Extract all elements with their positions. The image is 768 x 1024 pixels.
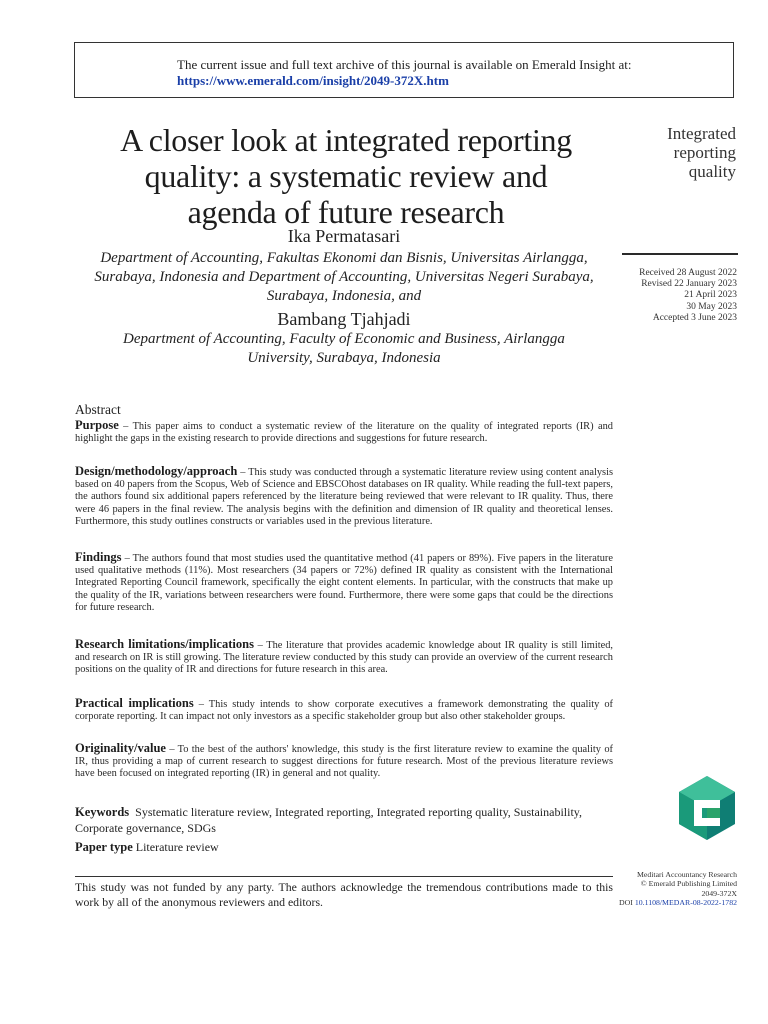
running-title xyxy=(616,124,736,181)
keywords-label: Keywords xyxy=(75,805,130,819)
section-text: – The literature that provides academic knowledge about IR quality is still limited, and research on IR is still growing. The literature review conducted by this study can provide an overview of the current research positions on the quality of IR and directions for future research in this area. xyxy=(75,640,614,676)
publisher-copyright: © Emerald Publishing Limited xyxy=(640,879,737,889)
section-text: – To the best of the authors' knowledge, this study is the first literature review to examine the quality of IR, thus providing a map of current research to suggest directions for future research. Most of the previous literature reviews have been focused on integrated reporting (IR) in general and not quality. xyxy=(75,744,613,780)
archive-link[interactable]: https://www.emerald.com/insight/2049-372X.htm xyxy=(177,73,449,88)
revised-date-1: Revised 22 January 2023 xyxy=(641,279,737,290)
abstract-purpose xyxy=(75,419,613,445)
section-label: Findings xyxy=(75,550,122,564)
section-label: Research limitations/implications xyxy=(75,637,254,651)
author-affiliation xyxy=(74,249,614,305)
paper-title-line-2: quality: a systematic review and xyxy=(144,158,548,194)
affiliation-line: Surabaya, Indonesia, and xyxy=(266,287,422,304)
section-label: Purpose xyxy=(75,418,119,432)
running-title-line-2: reporting xyxy=(673,143,736,162)
publisher-hexagon-logo-icon xyxy=(676,774,738,842)
journal-issn: 2049-372X xyxy=(701,888,737,898)
paper-type-text: Literature review xyxy=(135,840,219,854)
journal-info xyxy=(557,870,737,907)
revised-date-2: 21 April 2023 xyxy=(684,290,737,301)
paper-title xyxy=(70,122,622,230)
affiliation-line: Department of Accounting, Faculty of Economic and Business, Airlangga xyxy=(123,331,565,347)
paper-title-line-3: agenda of future research xyxy=(187,194,505,230)
abstract-design xyxy=(75,465,613,528)
doi-label: DOI xyxy=(619,897,633,907)
footnote-divider xyxy=(75,876,613,877)
paper-type xyxy=(75,840,219,855)
accepted-date: Accepted 3 June 2023 xyxy=(652,312,737,323)
abstract-originality xyxy=(75,742,613,781)
section-text: – This paper aims to conduct a systematic review of the literature on the quality of integrated reports (IR) and highlight the gaps in the existing research to provide directions and suggestions for future research. xyxy=(75,421,613,445)
side-divider xyxy=(622,253,738,255)
section-label: Originality/value xyxy=(75,741,166,755)
keywords-text: Systematic literature review, Integrated reporting, Integrated reporting quality, Sustainability, Corporate governance, SDGs xyxy=(75,805,583,835)
section-text: – This study intends to show corporate executives a framework demonstrating the quality of corporate reporting. It can impact not only investors as a specific stakeholder group but also other stakeholder groups. xyxy=(75,699,614,723)
revised-date-3: 30 May 2023 xyxy=(686,301,737,312)
author-affiliation xyxy=(74,330,614,368)
abstract-limitations xyxy=(75,638,613,677)
running-title-line-3: quality xyxy=(688,162,736,181)
abstract-findings xyxy=(75,551,613,614)
paper-type-label: Paper type xyxy=(75,840,133,854)
affiliation-line: Department of Accounting, Fakultas Ekonomi dan Bisnis, Universitas Airlangga, xyxy=(100,250,588,266)
abstract-practical xyxy=(75,697,613,723)
author-name: Bambang Tjahjadi xyxy=(277,309,411,329)
affiliation-line: Surabaya, Indonesia and Department of Accounting, Universitas Negeri Surabaya, xyxy=(94,268,594,285)
section-text: – The authors found that most studies used the quantitative method (41 papers or 89%). Five papers in the literature used qualitative methods (11%). Most researchers (34 papers or 72%) defined IR quality as consistent with the International Integrated Reporting Council framework, specifically the eight content elements. In particular, with the constructs that make up the quality of the IR, variations between researchers were found. Furthermore, there were some gaps that could be the directions for future research. xyxy=(75,553,613,613)
keywords xyxy=(75,805,615,836)
section-label: Design/methodology/approach xyxy=(75,464,238,478)
archive-notice-text: The current issue and full text archive of this journal is available on Emerald Insight at: xyxy=(177,57,632,72)
paper-title-line-1: A closer look at integrated reporting xyxy=(120,122,572,158)
section-label: Practical implications xyxy=(75,696,194,710)
section-text: – This study was conducted through a systematic literature review using content analysis based on 40 papers from the Scopus, Web of Science and EBSCOhost databases on IR quality. While reading the full-text papers, the authors found six additional papers referenced by the literature being reviewed that were relevant to IR quality. Thus, there were 46 papers in the final review. The analysis begins with the definition and dimension of IR quality and theoretical lenses. Furthermore, this study outlines constructs or variables used in the previous literature. xyxy=(75,467,614,527)
doi-link[interactable]: 10.1108/MEDAR-08-2022-1782 xyxy=(634,897,737,907)
running-title-line-1: Integrated xyxy=(667,124,736,143)
affiliation-line: University, Surabaya, Indonesia xyxy=(247,349,441,366)
doi-line xyxy=(557,898,737,907)
funding-footnote: This study was not funded by any party. The authors acknowledge the tremendous contributions made to this work by all of the anonymous reviewers and editors. xyxy=(75,880,613,909)
author-name: Ika Permatasari xyxy=(287,226,401,246)
archive-notice-box xyxy=(74,42,734,98)
abstract-heading: Abstract xyxy=(75,402,121,417)
journal-name: Meditari Accountancy Research xyxy=(636,870,737,879)
received-date: Received 28 August 2022 xyxy=(639,268,737,278)
